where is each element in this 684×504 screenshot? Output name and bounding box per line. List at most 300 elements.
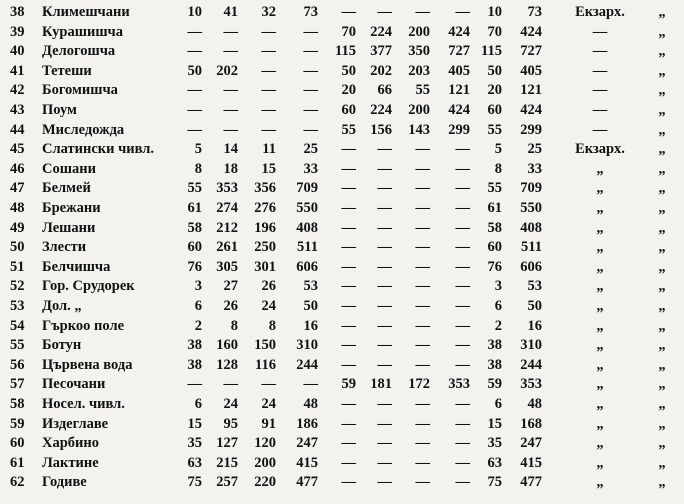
row-number: 49: [10, 219, 25, 236]
ditto-mark: „: [658, 298, 666, 314]
value-cell: —: [187, 376, 202, 393]
row-number: 60: [10, 435, 25, 452]
confession-cell: „: [596, 298, 604, 314]
village-name: Цървена вода: [42, 356, 133, 373]
value-cell: —: [377, 219, 392, 236]
value-cell: 60: [341, 102, 356, 118]
table-row: [0, 140, 684, 159]
value-cell: —: [377, 337, 392, 354]
value-cell: 38: [187, 356, 202, 373]
table-row: [0, 395, 684, 414]
value-cell: —: [415, 396, 430, 412]
value-cell: 95: [223, 415, 238, 432]
value-cell: 186: [296, 415, 318, 432]
ditto-mark: „: [658, 200, 666, 216]
table-row: [0, 356, 684, 375]
value-cell: —: [187, 102, 202, 118]
row-number: 55: [10, 337, 25, 354]
value-cell: 247: [520, 435, 542, 452]
value-cell: 75: [487, 474, 502, 491]
value-cell: 14: [223, 141, 238, 158]
value-cell: 48: [303, 396, 318, 412]
value-cell: 408: [296, 219, 318, 236]
value-cell: —: [303, 102, 318, 118]
value-cell: 15: [487, 415, 502, 432]
table-row: [0, 317, 684, 336]
value-cell: —: [377, 396, 392, 412]
table-row: [0, 238, 684, 257]
value-cell: —: [377, 141, 392, 158]
ditto-mark: „: [658, 454, 666, 471]
confession-cell: „: [596, 317, 604, 334]
value-cell: 116: [255, 356, 276, 373]
value-cell: 120: [254, 435, 276, 452]
value-cell: 35: [487, 435, 502, 452]
ditto-mark: „: [658, 278, 666, 295]
value-cell: —: [415, 278, 430, 295]
row-number: 47: [10, 180, 25, 197]
value-cell: 299: [520, 121, 542, 138]
confession-cell: „: [596, 376, 604, 393]
value-cell: 261: [216, 239, 238, 256]
table-row: [0, 375, 684, 394]
confession-cell: „: [596, 160, 604, 177]
value-cell: —: [415, 415, 430, 432]
value-cell: 196: [254, 219, 276, 236]
value-cell: —: [455, 474, 470, 491]
value-cell: 477: [520, 474, 542, 491]
value-cell: —: [455, 317, 470, 334]
value-cell: —: [341, 160, 356, 177]
value-cell: 75: [187, 474, 202, 491]
value-cell: —: [341, 219, 356, 236]
village-name: Гъркоо поле: [42, 317, 125, 334]
value-cell: —: [187, 43, 202, 60]
value-cell: 6: [494, 396, 502, 412]
value-cell: 11: [262, 141, 276, 158]
value-cell: —: [261, 43, 276, 60]
value-cell: —: [377, 4, 392, 20]
value-cell: 606: [520, 258, 542, 275]
value-cell: 353: [448, 376, 470, 393]
value-cell: 424: [520, 102, 542, 118]
confession-cell: „: [596, 435, 604, 452]
value-cell: —: [341, 474, 356, 491]
value-cell: 5: [494, 141, 502, 158]
ditto-mark: „: [658, 62, 666, 79]
confession-cell: „: [596, 356, 604, 373]
value-cell: 38: [487, 356, 502, 373]
value-cell: —: [415, 454, 430, 471]
value-cell: 156: [370, 121, 392, 138]
value-cell: —: [455, 180, 470, 197]
value-cell: —: [261, 121, 276, 138]
ditto-mark: „: [658, 376, 666, 393]
value-cell: 310: [520, 337, 542, 354]
value-cell: 91: [261, 415, 276, 432]
village-name: Лешани: [42, 219, 96, 236]
value-cell: 24: [223, 396, 238, 412]
ditto-mark: „: [658, 435, 666, 452]
value-cell: —: [223, 121, 238, 138]
value-cell: 274: [216, 200, 238, 216]
value-cell: 60: [487, 102, 502, 118]
value-cell: —: [303, 62, 318, 79]
table-row: [0, 3, 684, 22]
value-cell: 26: [223, 298, 238, 314]
value-cell: —: [341, 239, 356, 256]
value-cell: 50: [341, 62, 356, 79]
village-name: Богомишча: [42, 82, 118, 99]
confession-cell: „: [596, 454, 604, 471]
value-cell: —: [377, 258, 392, 275]
value-cell: 168: [520, 415, 542, 432]
village-name: Сошани: [42, 160, 96, 177]
table-row: [0, 297, 684, 316]
value-cell: —: [377, 239, 392, 256]
value-cell: 244: [296, 356, 318, 373]
value-cell: 200: [408, 102, 430, 118]
value-cell: 202: [216, 62, 238, 79]
value-cell: —: [341, 4, 356, 20]
ditto-mark: „: [658, 258, 666, 275]
confession-cell: „: [596, 239, 604, 256]
row-number: 59: [10, 415, 25, 432]
value-cell: 550: [520, 200, 542, 216]
value-cell: —: [455, 435, 470, 452]
table-row: [0, 258, 684, 277]
value-cell: 128: [216, 356, 238, 373]
confession-cell: „: [596, 258, 604, 275]
value-cell: 709: [520, 180, 542, 197]
value-cell: —: [223, 82, 238, 99]
value-cell: —: [261, 376, 276, 393]
village-name: Годиве: [42, 474, 87, 491]
value-cell: 16: [303, 317, 318, 334]
ditto-mark: „: [658, 415, 666, 432]
value-cell: 299: [448, 121, 470, 138]
value-cell: —: [341, 258, 356, 275]
value-cell: 215: [216, 454, 238, 471]
value-cell: —: [455, 219, 470, 236]
value-cell: —: [341, 396, 356, 412]
value-cell: —: [377, 356, 392, 373]
value-cell: —: [187, 23, 202, 40]
value-cell: —: [341, 298, 356, 314]
ditto-mark: „: [658, 474, 666, 491]
value-cell: 143: [408, 121, 430, 138]
value-cell: 511: [297, 239, 318, 256]
value-cell: —: [455, 4, 470, 20]
row-number: 61: [10, 454, 25, 471]
table-row: [0, 121, 684, 140]
value-cell: —: [341, 278, 356, 295]
value-cell: 257: [216, 474, 238, 491]
confession-cell: „: [596, 180, 604, 197]
value-cell: —: [223, 23, 238, 40]
value-cell: —: [377, 180, 392, 197]
value-cell: 356: [254, 180, 276, 197]
ditto-mark: „: [658, 160, 666, 177]
value-cell: —: [261, 23, 276, 40]
table-row: [0, 415, 684, 434]
table-row: [0, 473, 684, 492]
value-cell: —: [415, 337, 430, 354]
value-cell: 212: [216, 219, 238, 236]
value-cell: —: [415, 474, 430, 491]
value-cell: 203: [408, 62, 430, 79]
village-name: Носел. чивл.: [42, 396, 125, 412]
value-cell: 73: [527, 4, 542, 20]
value-cell: —: [415, 317, 430, 334]
value-cell: 24: [261, 396, 276, 412]
row-number: 62: [10, 474, 25, 491]
value-cell: —: [341, 337, 356, 354]
value-cell: 353: [216, 180, 238, 197]
value-cell: —: [415, 356, 430, 373]
value-cell: —: [377, 454, 392, 471]
value-cell: 70: [341, 23, 356, 40]
village-name: Белмей: [42, 180, 91, 197]
value-cell: 8: [268, 317, 276, 334]
value-cell: —: [341, 356, 356, 373]
value-cell: —: [303, 376, 318, 393]
value-cell: —: [415, 298, 430, 314]
value-cell: 48: [527, 396, 542, 412]
value-cell: 181: [370, 376, 392, 393]
value-cell: 15: [187, 415, 202, 432]
village-name: Миследожда: [42, 121, 125, 138]
value-cell: —: [415, 4, 430, 20]
value-cell: —: [455, 454, 470, 471]
value-cell: 2: [494, 317, 502, 334]
value-cell: 606: [296, 258, 318, 275]
table-row: [0, 277, 684, 296]
value-cell: 59: [341, 376, 356, 393]
table-row: [0, 219, 684, 238]
value-cell: 115: [335, 43, 356, 60]
value-cell: 727: [448, 43, 470, 60]
value-cell: 58: [487, 219, 502, 236]
value-cell: 276: [254, 200, 276, 216]
value-cell: 127: [216, 435, 238, 452]
ditto-mark: „: [658, 43, 666, 60]
ditto-mark: „: [658, 396, 666, 412]
confession-cell: „: [596, 415, 604, 432]
ditto-mark: „: [658, 337, 666, 354]
table-row: [0, 199, 684, 218]
value-cell: 27: [223, 278, 238, 295]
value-cell: 247: [296, 435, 318, 452]
value-cell: —: [341, 435, 356, 452]
value-cell: —: [377, 474, 392, 491]
confession-cell: „: [596, 278, 604, 295]
value-cell: —: [455, 356, 470, 373]
value-cell: —: [303, 82, 318, 99]
ditto-mark: „: [658, 317, 666, 334]
value-cell: 220: [254, 474, 276, 491]
value-cell: —: [341, 317, 356, 334]
village-name: Белчишча: [42, 258, 111, 275]
table-row: [0, 101, 684, 120]
value-cell: —: [341, 200, 356, 216]
village-name: Тетеши: [42, 62, 92, 79]
row-number: 42: [10, 82, 25, 99]
village-name: Злести: [42, 239, 87, 256]
value-cell: —: [415, 258, 430, 275]
village-name: Поум: [42, 102, 77, 118]
confession-cell: —: [592, 102, 608, 118]
value-cell: 25: [527, 141, 542, 158]
value-cell: 50: [487, 62, 502, 79]
village-name: Лактине: [42, 454, 99, 471]
row-number: 48: [10, 200, 25, 216]
value-cell: 727: [520, 43, 542, 60]
value-cell: 35: [187, 435, 202, 452]
value-cell: 709: [296, 180, 318, 197]
value-cell: 301: [254, 258, 276, 275]
row-number: 56: [10, 356, 25, 373]
village-name: Брежани: [42, 200, 101, 216]
value-cell: 53: [303, 278, 318, 295]
value-cell: 305: [216, 258, 238, 275]
value-cell: —: [455, 396, 470, 412]
confession-cell: —: [592, 23, 608, 40]
village-name: Гор. Срудорек: [42, 278, 135, 295]
value-cell: 33: [527, 160, 542, 177]
value-cell: 415: [296, 454, 318, 471]
value-cell: —: [223, 43, 238, 60]
ditto-mark: „: [658, 239, 666, 256]
value-cell: 202: [370, 62, 392, 79]
value-cell: 8: [494, 160, 502, 177]
row-number: 43: [10, 102, 25, 118]
value-cell: 6: [194, 396, 202, 412]
value-cell: 121: [448, 82, 470, 99]
confession-cell: Екзарх.: [575, 4, 625, 20]
confession-cell: —: [592, 82, 608, 99]
value-cell: 53: [527, 278, 542, 295]
value-cell: —: [187, 82, 202, 99]
value-cell: 405: [520, 62, 542, 79]
confession-cell: —: [592, 62, 608, 79]
ditto-mark: „: [658, 356, 666, 373]
value-cell: —: [415, 160, 430, 177]
value-cell: —: [303, 121, 318, 138]
value-cell: —: [341, 454, 356, 471]
value-cell: 415: [520, 454, 542, 471]
value-cell: 33: [303, 160, 318, 177]
value-cell: 3: [194, 278, 202, 295]
value-cell: 25: [303, 141, 318, 158]
value-cell: 244: [520, 356, 542, 373]
value-cell: 121: [520, 82, 542, 99]
ditto-mark: „: [658, 4, 666, 20]
ditto-mark: „: [658, 180, 666, 197]
value-cell: —: [377, 317, 392, 334]
value-cell: 18: [223, 160, 238, 177]
ditto-mark: „: [658, 102, 666, 118]
row-number: 40: [10, 43, 25, 60]
value-cell: 55: [487, 180, 502, 197]
value-cell: 550: [296, 200, 318, 216]
value-cell: —: [261, 82, 276, 99]
table-row: [0, 62, 684, 81]
value-cell: 50: [303, 298, 318, 314]
row-number: 44: [10, 121, 25, 138]
value-cell: 8: [194, 160, 202, 177]
row-number: 38: [10, 4, 25, 20]
value-cell: 63: [487, 454, 502, 471]
value-cell: 200: [254, 454, 276, 471]
value-cell: 61: [187, 200, 202, 216]
value-cell: 58: [187, 219, 202, 236]
value-cell: 76: [487, 258, 502, 275]
confession-cell: „: [596, 396, 604, 412]
row-number: 53: [10, 298, 25, 314]
confession-cell: —: [592, 121, 608, 138]
value-cell: —: [455, 141, 470, 158]
value-cell: 15: [261, 160, 276, 177]
value-cell: —: [223, 102, 238, 118]
table-row: [0, 160, 684, 179]
value-cell: 224: [370, 102, 392, 118]
ditto-mark: „: [658, 121, 666, 138]
value-cell: 250: [254, 239, 276, 256]
value-cell: —: [455, 160, 470, 177]
value-cell: 61: [487, 200, 502, 216]
value-cell: 55: [187, 180, 202, 197]
value-cell: 10: [487, 4, 502, 20]
village-name: Ботун: [42, 337, 82, 354]
value-cell: —: [377, 415, 392, 432]
value-cell: 160: [216, 337, 238, 354]
table-row: [0, 42, 684, 61]
value-cell: 38: [487, 337, 502, 354]
value-cell: —: [187, 121, 202, 138]
table-row: [0, 336, 684, 355]
value-cell: 41: [223, 4, 238, 20]
value-cell: 55: [487, 121, 502, 138]
village-name: Издеглаве: [42, 415, 109, 432]
value-cell: —: [415, 239, 430, 256]
value-cell: 50: [527, 298, 542, 314]
value-cell: 424: [448, 102, 470, 118]
value-cell: —: [341, 415, 356, 432]
confession-cell: „: [596, 200, 604, 216]
table-row: [0, 434, 684, 453]
village-name: Харбино: [42, 435, 99, 452]
village-name: Курашишча: [42, 23, 123, 40]
value-cell: 76: [187, 258, 202, 275]
value-cell: 6: [494, 298, 502, 314]
value-cell: 24: [261, 298, 276, 314]
value-cell: 20: [341, 82, 356, 99]
value-cell: 60: [187, 239, 202, 256]
value-cell: —: [377, 435, 392, 452]
value-cell: —: [377, 160, 392, 177]
value-cell: 353: [520, 376, 542, 393]
value-cell: 511: [521, 239, 542, 256]
value-cell: 63: [187, 454, 202, 471]
value-cell: 16: [527, 317, 542, 334]
value-cell: 55: [415, 82, 430, 99]
value-cell: 50: [187, 62, 202, 79]
confession-cell: Екзарх.: [575, 141, 625, 158]
value-cell: —: [377, 298, 392, 314]
table-row: [0, 179, 684, 198]
value-cell: —: [303, 23, 318, 40]
